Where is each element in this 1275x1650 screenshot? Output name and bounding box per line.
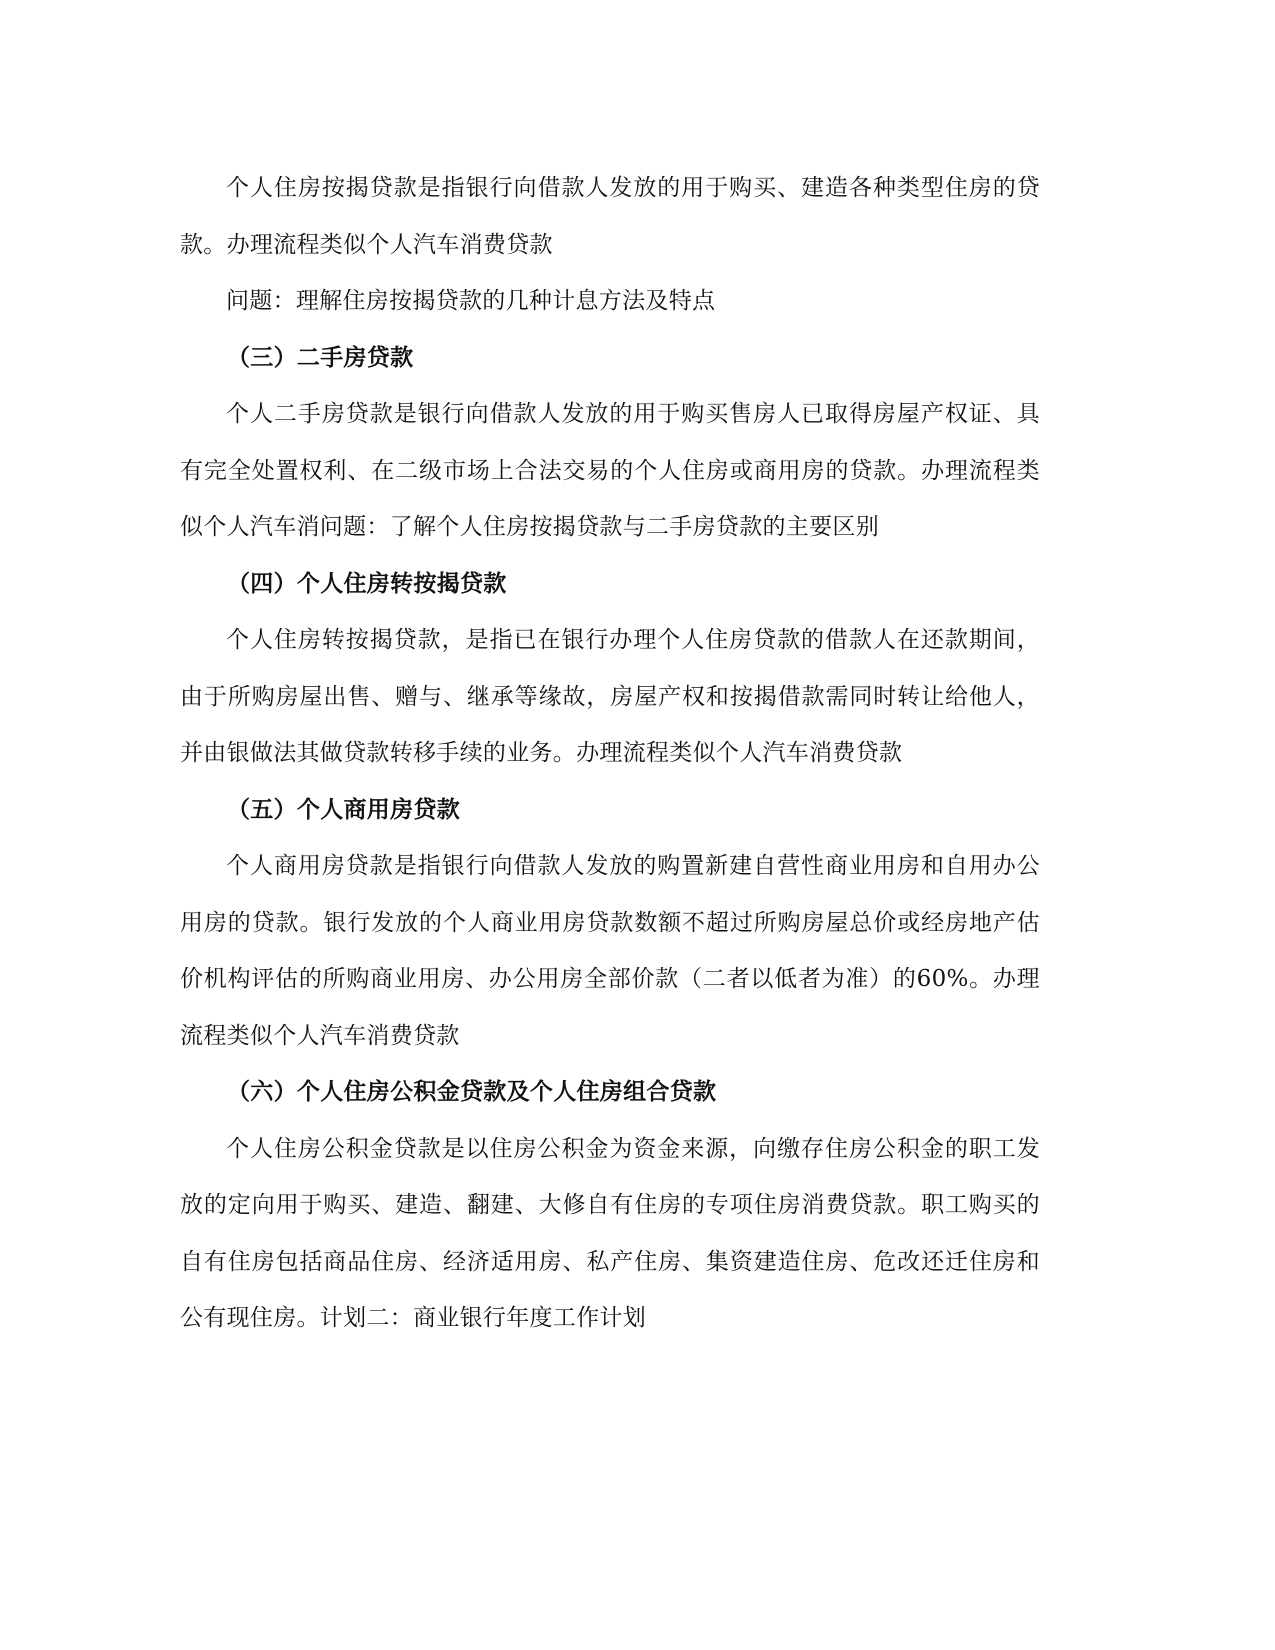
heading-transfer-mortgage: （四）个人住房转按揭贷款 [227, 570, 507, 597]
heading-commercial-loan: （五）个人商用房贷款 [227, 796, 460, 823]
paragraph-mortgage-definition: 个人住房按揭贷款是指银行向借款人发放的用于购买、建造各种类型住房的贷款。办理流程类似个人汽车消费贷款 [180, 175, 1040, 258]
paragraph-transfer-mortgage: 个人住房转按揭贷款，是指已在银行办理个人住房贷款的借款人在还款期间，由于所购房屋出售、赠与、继承等缘故，房屋产权和按揭借款需同时转让给他人，并由银做法其做贷款转移手续的业务。办理流程类似个人汽车消费贷款 [180, 627, 1040, 766]
paragraph-question-interest: 问题：理解住房按揭贷款的几种计息方法及特点 [226, 288, 716, 314]
document-page [180, 160, 1040, 1347]
heading-provident-fund-loan: （六）个人住房公积金贷款及个人住房组合贷款 [227, 1079, 717, 1105]
paragraph-provident-fund-loan: 个人住房公积金贷款是以住房公积金为资金来源，向缴存住房公积金的职工发放的定向用于购买、建造、翻建、大修自有住房的专项住房消费贷款。职工购买的自有住房包括商品住房、经济适用房、私产住房、集资建造住房、危改还迁住房和公有现住房。计划二：商业银行年度工作计划 [180, 1135, 1040, 1331]
paragraph-commercial-loan: 个人商用房贷款是指银行向借款人发放的购置新建自营性商业用房和自用办公用房的贷款。银行发放的个人商业用房贷款数额不超过所购房屋总价或经房地产估价机构评估的所购商业用房、办公用房全部价款（二者以低者为准）的60%。办理流程类似个人汽车消费贷款 [180, 853, 1040, 1049]
paragraph-second-hand-loan: 个人二手房贷款是银行向借款人发放的用于购买售房人已取得房屋产权证、具有完全处置权利、在二级市场上合法交易的个人住房或商用房的贷款。办理流程类似个人汽车消问题：了解个人住房按揭贷款与二手房贷款的主要区别 [180, 401, 1040, 540]
heading-second-hand-loan: （三）二手房贷款 [227, 344, 414, 371]
